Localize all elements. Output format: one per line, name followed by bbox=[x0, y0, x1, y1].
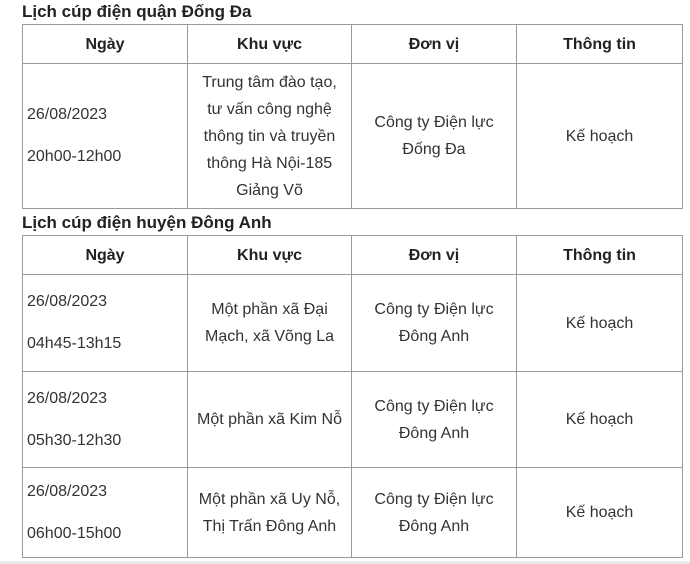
outage-time: 04h45-13h15 bbox=[27, 335, 122, 352]
outage-date: 26/08/2023 bbox=[27, 293, 108, 310]
unit-cell: Công ty Điện lực Đống Đa bbox=[352, 64, 517, 209]
header-unit: Đơn vị bbox=[352, 25, 517, 64]
unit-cell: Công ty Điện lực Đông Anh bbox=[352, 275, 517, 372]
schedule-table-dong-da bbox=[22, 24, 683, 209]
date-cell bbox=[23, 372, 188, 468]
header-area: Khu vực bbox=[188, 236, 352, 275]
header-date: Ngày bbox=[23, 25, 188, 64]
table-row bbox=[23, 64, 683, 209]
header-area: Khu vực bbox=[188, 25, 352, 64]
header-date: Ngày bbox=[23, 236, 188, 275]
outage-date: 26/08/2023 bbox=[27, 482, 108, 500]
area-cell: Một phần xã Đại Mạch, xã Võng La bbox=[188, 275, 352, 372]
area-cell: Trung tâm đào tạo, tư vấn công nghệ thông tin và truyền thông Hà Nội-185 Giảng Võ bbox=[188, 64, 352, 209]
table-row bbox=[23, 468, 683, 558]
unit-cell: Công ty Điện lực Đông Anh bbox=[352, 468, 517, 558]
page-content bbox=[22, 0, 683, 558]
outage-time: 06h00-15h00 bbox=[27, 524, 122, 542]
outage-date: 26/08/2023 bbox=[27, 106, 108, 123]
table-row bbox=[23, 372, 683, 468]
date-cell bbox=[23, 275, 188, 372]
outage-date: 26/08/2023 bbox=[27, 389, 108, 407]
header-unit: Đơn vị bbox=[352, 236, 517, 275]
schedule-table-dong-anh bbox=[22, 235, 683, 558]
date-cell bbox=[23, 468, 188, 558]
table-header-row bbox=[23, 25, 683, 64]
info-cell: Kế hoạch bbox=[517, 64, 683, 209]
section-title-dong-da: Lịch cúp điện quận Đống Đa bbox=[22, 2, 252, 21]
info-cell: Kế hoạch bbox=[517, 468, 683, 558]
table-header-row bbox=[23, 236, 683, 275]
header-info: Thông tin bbox=[517, 236, 683, 275]
outage-time: 05h30-12h30 bbox=[27, 431, 122, 449]
outage-time: 20h00-12h00 bbox=[27, 148, 122, 165]
area-cell: Một phần xã Kim Nỗ bbox=[188, 372, 352, 468]
header-info: Thông tin bbox=[517, 25, 683, 64]
section-title-dong-anh: Lịch cúp điện huyện Đông Anh bbox=[22, 213, 272, 232]
table-row bbox=[23, 275, 683, 372]
area-cell: Một phần xã Uy Nỗ, Thị Trấn Đông Anh bbox=[188, 468, 352, 558]
unit-cell: Công ty Điện lực Đông Anh bbox=[352, 372, 517, 468]
info-cell: Kế hoạch bbox=[517, 372, 683, 468]
info-cell: Kế hoạch bbox=[517, 275, 683, 372]
date-cell bbox=[23, 64, 188, 209]
